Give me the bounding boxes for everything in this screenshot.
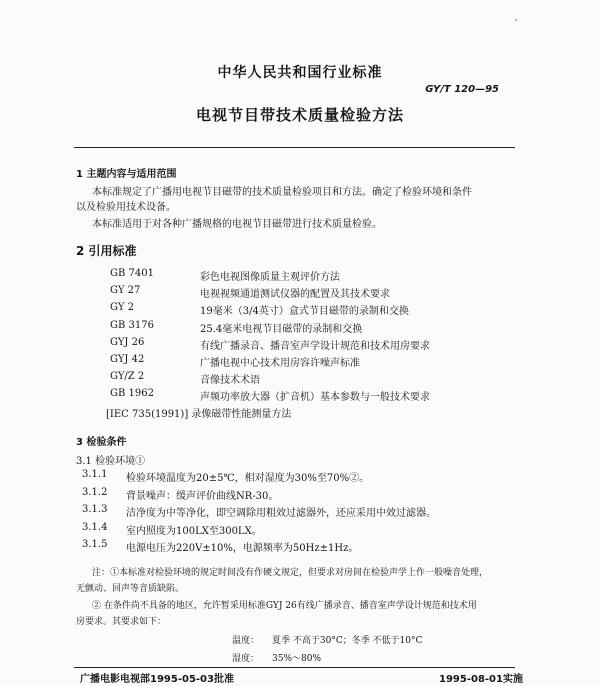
document-title: 电视节目带技术质量检验方法 — [195, 106, 404, 124]
clause-number: 3.1.4 — [82, 522, 108, 533]
ref-iec: [IEC 735(1991)] 录像磁带性能测量方法 — [106, 409, 292, 420]
note-2: ② 在条件尚不具备的地区，允许暂采用标准GYJ 26有线广播录音、播音室声学设计规范和技术用 — [92, 601, 477, 611]
ref-code: GB 3176 — [110, 320, 154, 331]
clause-number: 3.1.1 — [82, 469, 108, 480]
clause-text: 电源电压为220V±10%，电源频率为50Hz±1Hz。 — [126, 543, 359, 554]
clause-number: 3.1.3 — [82, 504, 108, 515]
temp-label: 温度： — [232, 636, 260, 646]
ref-code: GY/Z 2 — [110, 371, 145, 382]
ref-title: 25.4毫米电视节目磁带的录制和交换 — [200, 324, 363, 335]
ref-code: GB 1962 — [110, 388, 154, 399]
section-1-heading: 1 主题内容与适用范围 — [76, 169, 177, 180]
section-3-1: 3.1 检验环境① — [76, 456, 146, 467]
clause-text: 室内照度为100LX至300LX。 — [126, 526, 262, 537]
section-1-para-1-cont: 以及检验用技术设备。 — [76, 202, 176, 213]
ref-title: 电视视频通道测试仪器的配置及其技术要求 — [200, 289, 390, 300]
humidity-value: 35%～80% — [272, 654, 322, 664]
note-2-cont: 房要求。其要求如下： — [76, 617, 167, 627]
footer-effective: 1995-08-01实施 — [439, 674, 523, 685]
corner-mark: ' — [515, 18, 518, 27]
clause-text: 背景噪声：缓声评价曲线NR-30。 — [126, 491, 279, 502]
section-2-heading: 2 引用标准 — [76, 244, 137, 258]
clause-number: 3.1.5 — [82, 539, 108, 550]
ref-title: 19毫米（3/4英寸）盒式节目磁带的录制和交换 — [200, 306, 409, 317]
humidity-label: 湿度： — [232, 654, 260, 664]
note-1: 注：①本标准对检验环境的规定时间没有作硬文规定，但要求对房间在检验声学上作一般噪音处理， — [92, 568, 489, 578]
ref-code: GB 7401 — [110, 268, 154, 279]
ref-code: GYJ 26 — [110, 337, 145, 348]
ref-title: 声频功率放大器（扩音机）基本参数与一般技术要求 — [200, 392, 430, 403]
note-1-cont: 无颤动、回声等音质缺陷。 — [76, 584, 185, 594]
standard-org-title: 中华人民共和国行业标准 — [217, 65, 383, 81]
bottom-rule — [74, 667, 515, 668]
clause-text: 检验环境温度为20±5℃，相对湿度为30%至70%②。 — [126, 473, 370, 484]
top-rule — [74, 147, 515, 148]
ref-title: 音像技术术语 — [200, 375, 260, 386]
temp-value: 夏季 不高于30°C；冬季 不低于10°C — [272, 636, 423, 646]
section-1-para-2: 本标准适用于对各种广播规格的电视节目磁带进行技术质量检验。 — [92, 219, 382, 230]
ref-title: 广播电视中心技术用房容许噪声标准 — [200, 358, 360, 369]
ref-code: GY 2 — [110, 302, 134, 313]
section-3-heading: 3 检验条件 — [76, 437, 127, 448]
standard-code: GY/T 120—95 — [425, 84, 499, 95]
ref-title: 彩色电视图像质量主观评价方法 — [200, 272, 340, 283]
ref-code: GY 27 — [110, 285, 141, 296]
section-1-para-1: 本标准规定了广播用电视节目磁带的技术质量检验项目和方法。确定了检验环境和条件 — [92, 187, 472, 198]
clause-text: 洁净度为中等净化，即空调除用粗效过滤器外，还应采用中效过滤器。 — [126, 508, 436, 519]
ref-code: GYJ 42 — [110, 354, 145, 365]
ref-title: 有线广播录音、播音室声学设计规范和技术用房要求 — [200, 341, 430, 352]
footer-approval: 广播电影电视部1995-05-03批准 — [80, 674, 234, 685]
clause-number: 3.1.2 — [82, 487, 108, 498]
